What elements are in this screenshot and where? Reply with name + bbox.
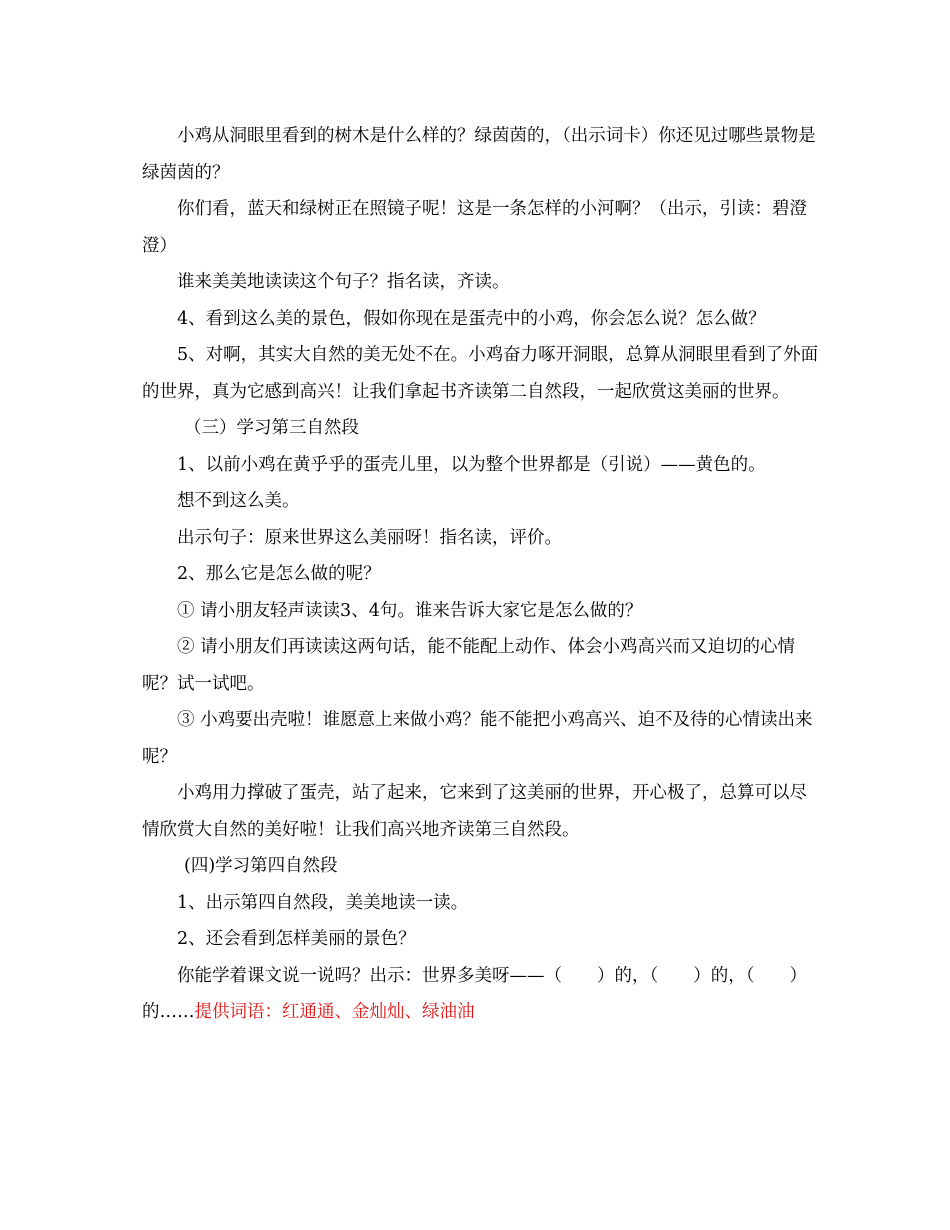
paragraph: 4、看到这么美的景色，假如你现在是蛋壳中的小鸡，你会怎么说？怎么做？: [177, 308, 766, 329]
word-hint-text: 提供词语：红通通、金灿灿、绿油油: [194, 1002, 475, 1022]
prompt-text: 你能学着课文说一说吗？出示：世界多美呀——（ ）的，（ ）的，（ ）的……: [142, 965, 807, 1022]
paragraph: 小鸡从洞眼里看到的树木是什么样的？绿茵茵的，（出示词卡）你还见过哪些景物是绿茵茵的？: [142, 126, 816, 183]
paragraph: 1、以前小鸡在黄乎乎的蛋壳儿里，以为整个世界都是（引说）——黄色的。: [177, 454, 766, 475]
paragraph: ② 请小朋友们再读读这两句话，能不能配上动作、体会小鸡高兴而又迫切的心情呢？试一试吧。: [142, 637, 796, 694]
paragraph: 小鸡用力撑破了蛋壳，站了起来，它来到了这美丽的世界，开心极了，总算可以尽情欣赏大自然的美好啦！让我们高兴地齐读第三自然段。: [142, 783, 807, 840]
paragraph: 1、出示第四自然段，美美地读一读。: [177, 892, 469, 913]
document-body: [142, 118, 822, 1031]
paragraph: 你们看，蓝天和绿树正在照镜子呢！这是一条怎样的小河啊？（出示，引读：碧澄澄）: [142, 199, 807, 256]
paragraph: 想不到这么美。: [177, 491, 300, 511]
section-heading: （三）学习第三自然段: [184, 418, 359, 438]
paragraph-with-word-hints: [142, 958, 822, 1031]
paragraph: 2、那么它是怎么做的呢？: [177, 564, 381, 584]
paragraph: ③ 小鸡要出壳啦！谁愿意上来做小鸡？能不能把小鸡高兴、迫不及待的心情读出来呢？: [142, 710, 813, 767]
paragraph: ① 请小朋友轻声读读3、4句。谁来告诉大家它是怎么做的？: [177, 600, 643, 621]
paragraph: 5、对啊，其实大自然的美无处不在。小鸡奋力啄开洞眼，总算从洞眼里看到了外面的世界，真为它感到高兴！让我们拿起书齐读第二自然段，一起欣赏这美丽的世界。: [142, 345, 819, 402]
paragraph: 出示句子：原来世界这么美丽呀！指名读，评价。: [177, 527, 562, 548]
section-heading: (四)学习第四自然段: [184, 856, 338, 876]
paragraph: 2、还会看到怎样美丽的景色？: [177, 929, 416, 949]
paragraph: 谁来美美地读读这个句子？指名读，齐读。: [177, 272, 510, 292]
